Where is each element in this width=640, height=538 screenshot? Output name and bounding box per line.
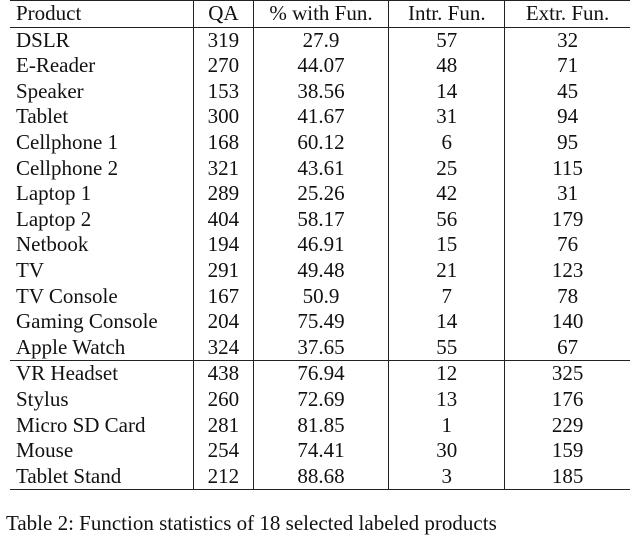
- cell-pct-with-fun: 76.94: [253, 361, 389, 387]
- cell-qa: 260: [194, 387, 253, 413]
- table-row: [10, 53, 630, 79]
- table-row: [10, 284, 630, 310]
- cell-product: Netbook: [16, 232, 89, 257]
- cell-qa: 167: [194, 284, 253, 310]
- table-row: [10, 207, 630, 233]
- cell-product: DSLR: [16, 27, 70, 52]
- cell-product: Stylus: [16, 386, 69, 411]
- cell-product: Tablet: [16, 104, 69, 129]
- table-row: [10, 438, 630, 464]
- cell-pct-with-fun: 88.68: [253, 464, 389, 490]
- cell-pct-with-fun: 25.26: [253, 181, 389, 207]
- cell-pct-with-fun: 74.41: [253, 438, 389, 464]
- cell-intr-fun: 14: [389, 309, 505, 335]
- table-caption: Table 2: Function statistics of 18 selected labeled products: [6, 511, 497, 535]
- table-row: [10, 130, 630, 156]
- cell-qa: 300: [194, 104, 253, 130]
- cell-intr-fun: 13: [389, 387, 505, 413]
- cell-intr-fun: 12: [389, 361, 505, 387]
- statistics-table: [10, 0, 630, 490]
- header-intr-fun: Intr. Fun.: [389, 1, 505, 28]
- cell-extr-fun: 67: [505, 335, 630, 361]
- cell-product: Speaker: [16, 78, 84, 103]
- cell-pct-with-fun: 38.56: [253, 79, 389, 105]
- cell-extr-fun: 31: [505, 181, 630, 207]
- cell-extr-fun: 76: [505, 232, 630, 258]
- table-row: [10, 156, 630, 182]
- cell-intr-fun: 31: [389, 104, 505, 130]
- cell-extr-fun: 229: [505, 413, 630, 439]
- table-row: [10, 232, 630, 258]
- cell-qa: 254: [194, 438, 253, 464]
- header-product: Product: [10, 1, 194, 28]
- table-row: [10, 464, 630, 490]
- table-group-2: [10, 361, 630, 490]
- cell-qa: 291: [194, 258, 253, 284]
- cell-product: Cellphone 2: [16, 155, 119, 180]
- cell-qa: 324: [194, 335, 253, 361]
- cell-pct-with-fun: 27.9: [253, 27, 389, 53]
- cell-product: Laptop 2: [16, 206, 92, 231]
- cell-extr-fun: 185: [505, 464, 630, 490]
- table-row: [10, 361, 630, 387]
- cell-pct-with-fun: 72.69: [253, 387, 389, 413]
- cell-intr-fun: 42: [389, 181, 505, 207]
- cell-qa: 438: [194, 361, 253, 387]
- cell-pct-with-fun: 41.67: [253, 104, 389, 130]
- table-row: [10, 413, 630, 439]
- cell-extr-fun: 71: [505, 53, 630, 79]
- cell-qa: 212: [194, 464, 253, 490]
- cell-pct-with-fun: 46.91: [253, 232, 389, 258]
- cell-extr-fun: 176: [505, 387, 630, 413]
- table-row: [10, 104, 630, 130]
- cell-extr-fun: 159: [505, 438, 630, 464]
- cell-intr-fun: 14: [389, 79, 505, 105]
- cell-qa: 319: [194, 27, 253, 53]
- cell-intr-fun: 48: [389, 53, 505, 79]
- cell-extr-fun: 140: [505, 309, 630, 335]
- table-row: [10, 258, 630, 284]
- cell-pct-with-fun: 60.12: [253, 130, 389, 156]
- cell-product: Gaming Console: [16, 309, 158, 334]
- cell-extr-fun: 179: [505, 207, 630, 233]
- cell-pct-with-fun: 50.9: [253, 284, 389, 310]
- cell-pct-with-fun: 37.65: [253, 335, 389, 361]
- cell-intr-fun: 55: [389, 335, 505, 361]
- cell-pct-with-fun: 58.17: [253, 207, 389, 233]
- cell-qa: 404: [194, 207, 253, 233]
- cell-intr-fun: 56: [389, 207, 505, 233]
- cell-intr-fun: 57: [389, 27, 505, 53]
- cell-product: VR Headset: [10, 361, 194, 387]
- cell-product: TV: [16, 257, 44, 282]
- cell-product: Micro SD Card: [16, 412, 146, 437]
- cell-qa: 281: [194, 413, 253, 439]
- header-pct-with-fun: % with Fun.: [253, 1, 389, 28]
- cell-qa: 204: [194, 309, 253, 335]
- cell-pct-with-fun: 44.07: [253, 53, 389, 79]
- cell-product: Mouse: [16, 438, 74, 463]
- cell-extr-fun: 94: [505, 104, 630, 130]
- cell-qa: 194: [194, 232, 253, 258]
- table-row: [10, 181, 630, 207]
- header-row: [10, 1, 630, 28]
- cell-intr-fun: 15: [389, 232, 505, 258]
- cell-intr-fun: 30: [389, 438, 505, 464]
- cell-product: Apple Watch: [10, 335, 194, 361]
- cell-pct-with-fun: 75.49: [253, 309, 389, 335]
- cell-pct-with-fun: 49.48: [253, 258, 389, 284]
- cell-pct-with-fun: 43.61: [253, 156, 389, 182]
- table-group-1: [10, 27, 630, 361]
- cell-intr-fun: 7: [389, 284, 505, 310]
- cell-product: Cellphone 1: [16, 129, 119, 154]
- cell-qa: 289: [194, 181, 253, 207]
- cell-qa: 168: [194, 130, 253, 156]
- cell-intr-fun: 1: [389, 413, 505, 439]
- cell-extr-fun: 32: [505, 27, 630, 53]
- cell-extr-fun: 95: [505, 130, 630, 156]
- cell-product: Laptop 1: [16, 181, 92, 206]
- cell-intr-fun: 25: [389, 156, 505, 182]
- cell-intr-fun: 6: [389, 130, 505, 156]
- table-row: [10, 387, 630, 413]
- cell-product: E-Reader: [16, 53, 96, 78]
- cell-product: TV Console: [16, 283, 118, 308]
- cell-extr-fun: 123: [505, 258, 630, 284]
- cell-extr-fun: 78: [505, 284, 630, 310]
- table-row: [10, 27, 630, 53]
- cell-qa: 321: [194, 156, 253, 182]
- cell-intr-fun: 21: [389, 258, 505, 284]
- cell-extr-fun: 325: [505, 361, 630, 387]
- cell-qa: 270: [194, 53, 253, 79]
- table-row: [10, 79, 630, 105]
- table-row: [10, 335, 630, 361]
- cell-pct-with-fun: 81.85: [253, 413, 389, 439]
- cell-product: Tablet Stand: [10, 464, 194, 490]
- header-qa: QA: [194, 1, 253, 28]
- cell-qa: 153: [194, 79, 253, 105]
- cell-intr-fun: 3: [389, 464, 505, 490]
- cell-extr-fun: 115: [505, 156, 630, 182]
- header-extr-fun: Extr. Fun.: [505, 1, 630, 28]
- table-row: [10, 309, 630, 335]
- cell-extr-fun: 45: [505, 79, 630, 105]
